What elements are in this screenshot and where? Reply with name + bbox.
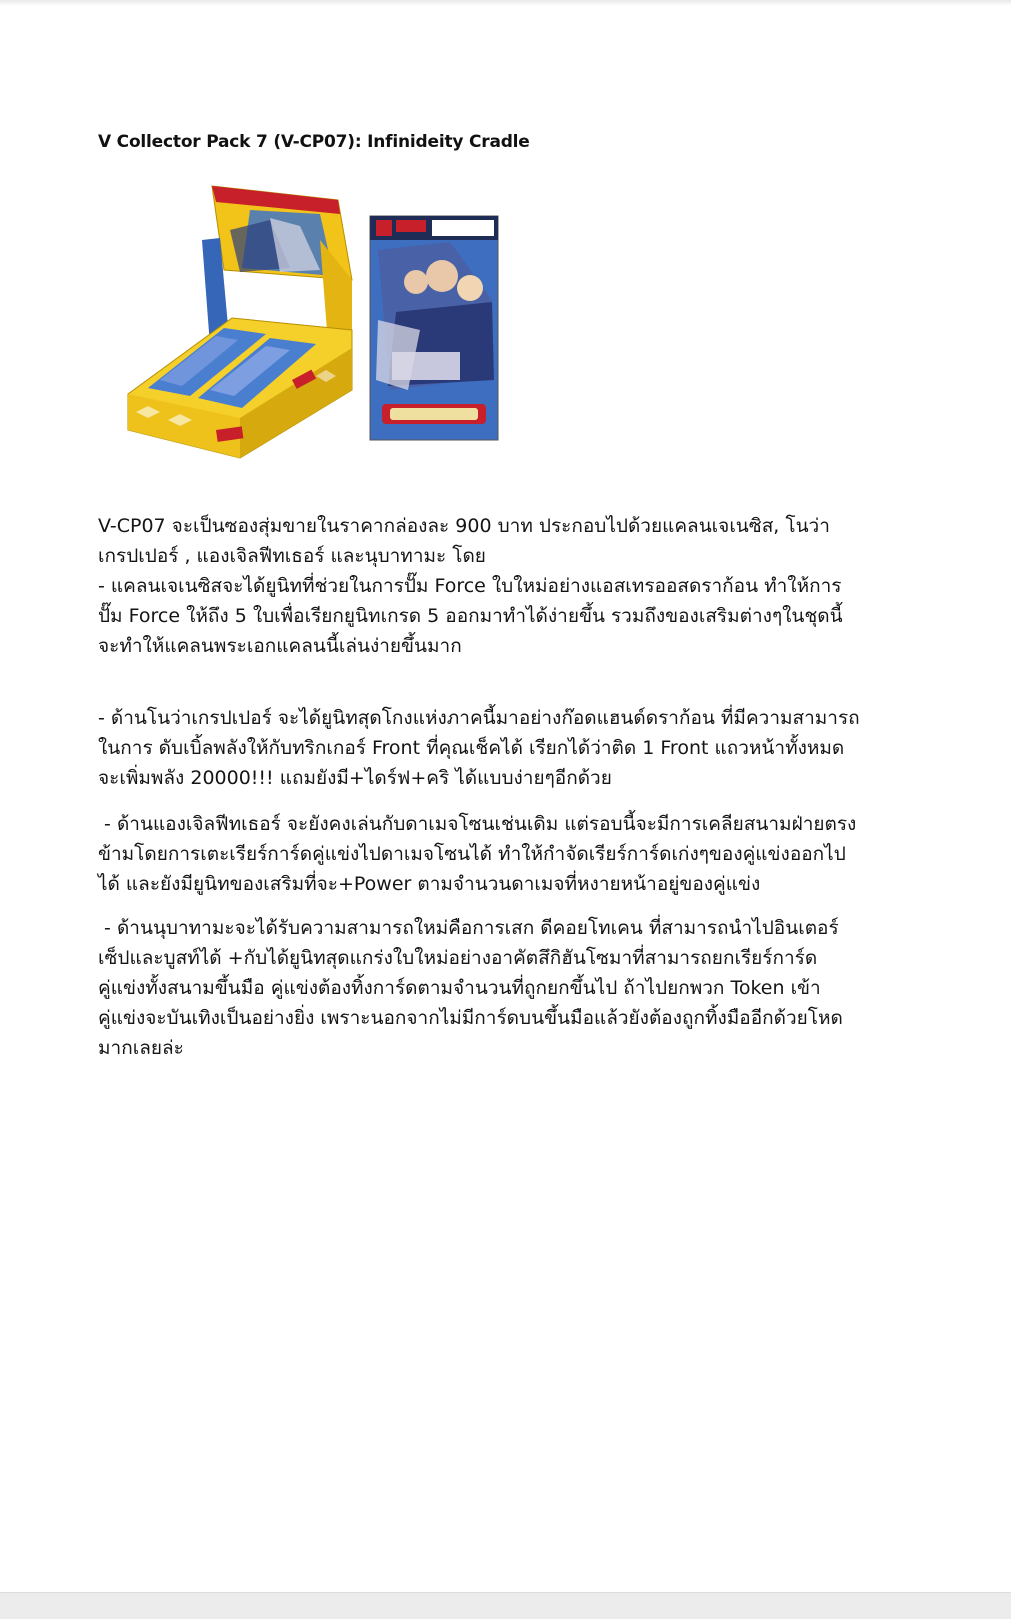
paragraph-angel-feather: - ด้านแองเจิลฟีทเธอร์ จะยังคงเล่นกับดาเมจโซนเช่นเดิม แต่รอบนี้จะมีการเคลียสนามฝ่ายตรง ข้ามโดยการเตะเรียร์การ์ดคู่แข่งไปดาเมจโซนได้ ทำให้กำจัดเรียร์การ์ดเก่งๆของคู่แข่งออกไป ได้ และยังมียูนิทของเสริมที่จะ+Power ตามจำนวนดาเมจที่หงายหน้าอยู่ของคู่แข่ง — [98, 813, 857, 895]
booster-pack-graphic — [370, 216, 498, 440]
paragraph-genesis: - แคลนเจเนซิสจะได้ยูนิทที่ช่วยในการปั๊ม Force ใบใหม่อย่างแอสเทรออสดราก้อน ทำให้การ ปั๊ม Force ให้ถึง 5 ใบเพื่อเรียกยูนิทเกรด 5 ออกมาทำได้ง่ายขึ้น รวมถึงของเสริมต่างๆในชุดนี้ จะทำให้แคลนพระเอกแคลนนี้เล่นง่ายขึ้นมาก — [98, 575, 843, 657]
paragraph-nubatama: - ด้านนุบาทามะจะได้รับความสามารถใหม่คือการเสก ดีคอยโทเคน ที่สามารถนำไปอินเตอร์ เซ็ปและบูสท์ได้ +กับได้ยูนิทสุดแกร่งใบใหม่อย่างอาคัตสึกิฮันโซมาที่สามารถยกเรียร์การ์ด คู่แข่งทั้งสนามขึ้นมือ คู่แข่งต้องทิ้งการ์ดตามจำนวนที่ถูกยกขึ้นไป ถ้าไปยกพวก Token เข้า คู่แข่งจะบันเทิงเป็นอย่างยิ่ง เพราะนอกจากไม่มีการ์ดบนขึ้นมือแล้วยังต้องถูกทิ้งมืออีกด้วยโหด มากเลยล่ะ — [98, 917, 843, 1059]
paragraph-intro: V-CP07 จะเป็นซองสุ่มขายในราคากล่องละ 900 บาท ประกอบไปด้วยแคลนเจเนซิส, โนว่า เกรปเปอร์ , แองเจิลฟีทเธอร์ และนุบาทามะ โดย — [98, 515, 830, 567]
page-top-edge — [0, 0, 1011, 6]
page-bottom-edge — [0, 1592, 1011, 1619]
paragraph-nova-grappler: - ด้านโนว่าเกรปเปอร์ จะได้ยูนิทสุดโกงแห่งภาคนี้มาอย่างก๊อดแฮนด์ดราก้อน ที่มีความสามารถ ในการ ดับเบิ้ลพลังให้กับทริกเกอร์ Front ที่คุณเช็คได้ เรียกได้ว่าติด 1 Front แถวหน้าทั้งหมด จะเพิ่มพลัง 20000!!! แถมยังมี+ไดร์ฟ+คริ ได้แบบง่ายๆอีกด้วย — [98, 707, 860, 789]
product-image — [120, 180, 520, 482]
document-title: V Collector Pack 7 (V-CP07): Infinideity Cradle — [98, 132, 530, 152]
display-box-graphic — [128, 186, 352, 458]
